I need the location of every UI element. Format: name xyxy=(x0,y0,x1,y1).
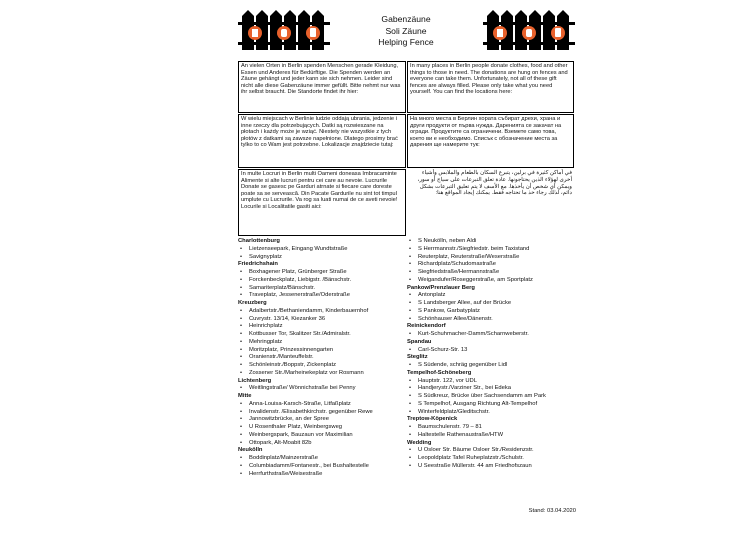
district-heading: Tempelhof-Schöneberg xyxy=(407,369,472,376)
district-heading: Lichtenberg xyxy=(238,377,272,384)
district-heading: Reinickendorf xyxy=(407,323,446,330)
location-item: • Kurt-Schuhmacher-Damm/Scharnweberstr. xyxy=(407,331,575,339)
location-item: • Reuterplatz, Reuterstraße/Weserstraße xyxy=(407,254,575,262)
location-item: • Adalbertstr./Bethaniendamm, Kinderbauernhof xyxy=(238,308,406,316)
locations-right-column xyxy=(407,238,575,471)
location-item: • Haltestelle Rathenaustraße/HTW xyxy=(407,432,575,440)
district-heading: Wedding xyxy=(407,439,432,446)
location-item: • Columbiadamm/Fontanestr., bei Bushaltestelle xyxy=(238,463,406,471)
location-item: • Oranienstr./Manteuffelstr. xyxy=(238,354,406,362)
intro-english: In many places in Berlin people donate clothes, food and other things to those in need. The donations are hung on fences and everyone can take them. Unfortunately, not all of these gift fences are always filled. Please only take what you need yourself. You can find the locations here: xyxy=(407,61,574,113)
location-item: • Kottbusser Tor, Skalitzer Str./Admiralstr. xyxy=(238,331,406,339)
district-heading: Pankow/Prenzlauer Berg xyxy=(407,284,475,291)
location-item: • Richardplatz/Schudomastraße xyxy=(407,261,575,269)
location-item: • Herrfurthstraße/Weisestraße xyxy=(238,471,406,479)
location-item: • Cuvrystr. 13/14, Kiezanker 36 xyxy=(238,316,406,324)
location-item: • U Rosenthaler Platz, Weinbergsweg xyxy=(238,424,406,432)
location-item: • Moritzplatz, Prinzessinnengarten xyxy=(238,347,406,355)
location-item: • S Tempelhof, Ausgang Richtung Alt-Tempelhof xyxy=(407,401,575,409)
location-item: • Siegfriedstraße/Hermannstraße xyxy=(407,269,575,277)
intro-german: An vielen Orten in Berlin spenden Menschen gerade Kleidung, Essen und Anderes für Bedürftige. Die Spenden werden an Zäune gehängt und jeder kann sie sich nehmen. Leider sind nicht alle diese Gabenzäune immer gefüllt. Bitte nehmt nur was ihr selbst braucht. Die Standorte findet ihr hier: xyxy=(238,61,406,113)
location-item: • Boddinplatz/Mainzerstraße xyxy=(238,455,406,463)
location-item: • S Südende, schräg gegenüber Lidl xyxy=(407,362,575,370)
location-item: • Carl-Schurz-Str. 13 xyxy=(407,347,575,355)
location-item: • S Herrmannstr./Siegfriedstr. beim Taxistand xyxy=(407,246,575,254)
intro-arabic: في أماكن كثيرة في برلين، يتبرع السكان بالطعام والملابس وأشياء أخرى لهؤلاء الذين يحتاجونها. عادة تعلق التبرعات على سياج أو سور، ويمكن أي شخص أن يأخذها. مع الأسف لا يتم تعليق التبرعات بشكل دائم، لذلك رجاء خذ ما تحتاجه فقط. يمكنك إيجاد المواقع هنا: xyxy=(417,170,572,197)
location-item: • Heinrichplatz xyxy=(238,323,406,331)
location-item: • S Pankow, Garbatyplatz xyxy=(407,308,575,316)
locations-left-column xyxy=(238,238,406,478)
location-item: • U Seestraße Müllerstr. 44 am Friedhofszaun xyxy=(407,463,575,471)
title-soli: Soli Zäune xyxy=(385,25,427,36)
location-item: • Weinbergspark, Bauzaun vor Maximilian xyxy=(238,432,406,440)
flyer-title xyxy=(232,14,580,49)
location-item: • Forckenbeckplatz, Liebigstr. /Bänschstr. xyxy=(238,277,406,285)
location-item: • Weitlingstraße/ Wönnichstraße bei Penny xyxy=(238,385,406,393)
location-item: • Schönhauser Allee/Dänenstr. xyxy=(407,316,575,324)
location-item: • Winterfeldplatz/Gleditschstr. xyxy=(407,409,575,417)
location-item: • Antonplatz xyxy=(407,292,575,300)
location-item: • Samariterplatz/Bänschstr. xyxy=(238,285,406,293)
location-item: • S Neukölln, neben Aldi xyxy=(407,238,575,246)
location-item: • Ottopark, Alt-Moabit 82b xyxy=(238,440,406,448)
district-heading: Neukölln xyxy=(238,447,263,454)
stand-date: Stand: 03.04.2020 xyxy=(528,508,576,514)
title-de: Gabenzäune xyxy=(381,14,431,24)
location-item: • S Landsberger Allee, auf der Brücke xyxy=(407,300,575,308)
location-item: • Mehringplatz xyxy=(238,339,406,347)
flyer-page xyxy=(232,0,580,534)
intro-polish: W wielu miejscach w Berlinie ludzie oddają ubrania, jedzenie i inne rzeczy dla potrzebujących. Datki są rozwieszane na płotach i każdy może je wziąć. Niestety nie wszystkie z tych płotów z datkami są zawsze napełnione. Dlatego prosimy brać tylko to co Wam jest potrzebne. Lokalizacje znajdziecie tutaj: xyxy=(238,114,406,168)
location-item: • S Südkreuz, Brücke über Sachsendamm am Park xyxy=(407,393,575,401)
location-item: • Savignyplatz xyxy=(238,254,406,262)
location-item: • Jannowitzbrücke, an der Spree xyxy=(238,416,406,424)
district-heading: Steglitz xyxy=(407,354,428,361)
district-heading: Spandau xyxy=(407,338,432,345)
district-heading: Charlottenburg xyxy=(238,238,280,244)
location-item: • U Osloer Str. Bäume Osloer Str./Residenzstr. xyxy=(407,447,575,455)
district-heading: Kreuzberg xyxy=(238,300,267,306)
location-item: • Hauptstr. 122, vor UDL xyxy=(407,378,575,386)
location-item: • Lietzenseepark, Eingang Wundtstraße xyxy=(238,246,406,254)
location-item: • Weigandufer/Roseggerstraße, am Sportplatz xyxy=(407,277,575,285)
district-heading: Friedrichshain xyxy=(238,261,278,268)
location-item: • Anna-Louisa-Karsch-Straße, Litfaßplatz xyxy=(238,401,406,409)
district-heading: Mitte xyxy=(238,393,252,399)
intro-romanian: In multe Locruri in Berlin multi Oameni doneasa Imbracaminte Alimente si alte lucruri pentru cei care au nevoie. Lucrurile Donate se gasesc pe Garduri atrnate si fiecare care doreste poate sa se servească. Din Pacate Gardurile nu sint tot timpul umplute cu Lucrurile. Va rog sa luati numai de ce aveti nevoie! Locurile si Localitatile gasiti aici: xyxy=(238,169,406,236)
location-item: • Schönleinstr./Boppstr, Zickenplatz xyxy=(238,362,406,370)
location-item: • Handjerystr./Varziner Str., bei Edeka xyxy=(407,385,575,393)
title-en: Helping Fence xyxy=(378,37,434,47)
intro-bulgarian: На много места в Берлин хората събират дрехи, храна и други продукти от първа нужда. Даренията се закачат на огради. Продуктите са ограничени. Вземете само това, което ви е необходимо. Списък с обозначение места за дарения ще намерите тук: xyxy=(407,114,574,168)
location-item: • Boxhagener Platz, Grünberger Straße xyxy=(238,269,406,277)
location-item: • Baumschulenstr. 79 – 81 xyxy=(407,424,575,432)
location-item: • Invalidenstr. /Elisabethkirchstr. gegenüber Rewe xyxy=(238,409,406,417)
location-item: • Traveplatz, Jessenerstraße/Oderstraße xyxy=(238,292,406,300)
location-item: • Leopoldplatz Tafel Ruheplatzstr./Schulstr. xyxy=(407,455,575,463)
location-item: • Zossener Str./Marheinekeplatz vor Rosmann xyxy=(238,370,406,378)
district-heading: Treptow-Köpenick xyxy=(407,416,458,423)
